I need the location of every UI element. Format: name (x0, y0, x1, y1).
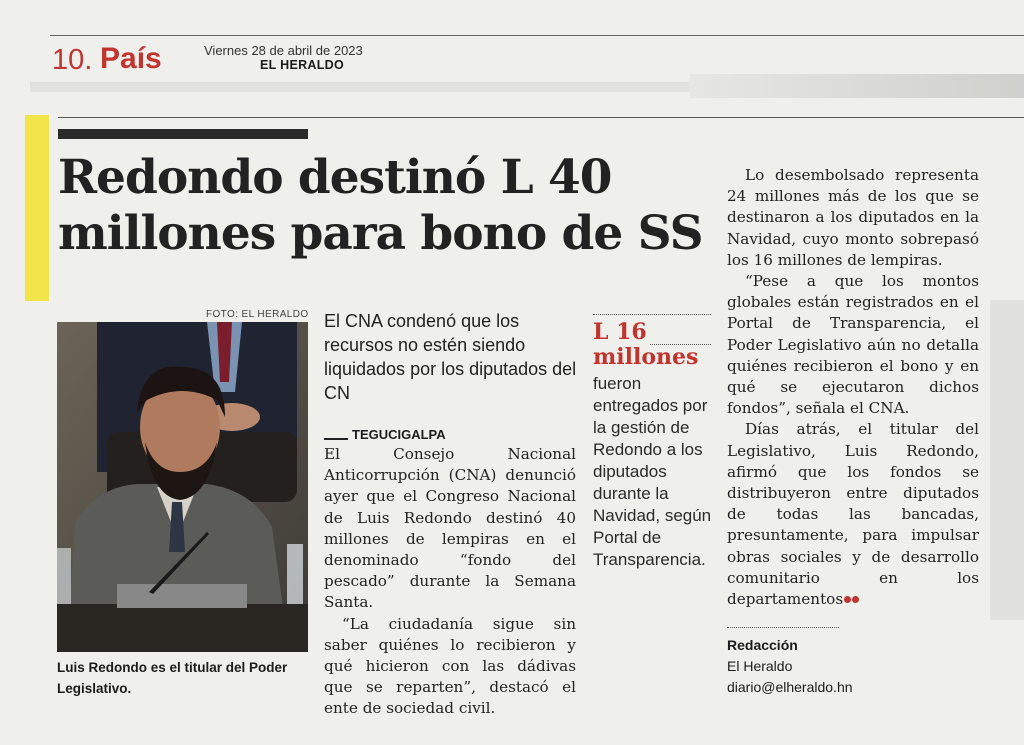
dateline: TEGUCIGALPA (352, 427, 446, 442)
byline-label: Redacción (727, 637, 798, 653)
end-mark-icon (852, 596, 859, 603)
body-paragraph: El Consejo Nacional Anticorrupción (CNA) denunció ayer que el Congreso Nacional de Luis Redondo destinó 40 millones de lempiras en el denominado “fondo del pescado” durante la Semana Santa. (324, 445, 576, 612)
photo-illustration (57, 322, 308, 652)
dateline-rule (324, 438, 348, 440)
body-column-2 (727, 165, 979, 610)
body-paragraph: Lo desembolsado representa 24 millones más de los que se destinaron a los diputados en la Navidad, cuyo monto sobrepasó los 16 millones de lempiras. (727, 166, 979, 269)
body-paragraph: “La ciudadanía sigue sin saber quiénes lo recibieron y qué hicieron con las dádivas que se reparten”, destacó el ente de sociedad civil. (324, 614, 576, 718)
pull-quote-text: fueron entregados por la gestión de Redondo a los diputados durante la Navidad, según Portal de Transparencia. (593, 374, 712, 569)
pull-quote-figure-line2: millones (593, 344, 699, 370)
body-paragraph-text: Días atrás, el titular del Legislativo, Luis Redondo, afirmó que los fondos se distribuyeron entre diputados de todas las bancadas, presuntamente, para impulsar obras sociales y de desarrollo comunitario en los departamentos (727, 420, 979, 609)
bleed-through-strip (990, 300, 1024, 620)
kicker-bar (58, 129, 308, 139)
article-top-rule (58, 117, 1024, 118)
pull-quote-figure-line1: L 16 (593, 319, 647, 345)
bleed-through-strip (30, 82, 690, 92)
byline-outlet: El Heraldo (727, 658, 793, 674)
pull-quote-rule (650, 344, 711, 345)
byline-email: diario@elheraldo.hn (727, 679, 853, 695)
article-headline: Redondo destinó L 40 millones para bono de SS (58, 150, 703, 261)
body-paragraph-last (727, 419, 979, 610)
bleed-through-text (690, 74, 1024, 98)
body-paragraph: “Pese a que los montos globales están registrados en el Portal de Transparencia, el Poder Legislativo aún no detalla quiénes recibieron el bono y en qué se ejecutaron dichos fondos”, señala el CNA. (727, 272, 979, 418)
photo-caption: Luis Redondo es el titular del Poder Legislativo. (57, 660, 288, 696)
end-mark-icon (844, 596, 851, 603)
header-rule (50, 35, 1024, 36)
pull-quote-figure (593, 320, 698, 370)
pull-quote-rule (593, 314, 711, 315)
article-deck: El CNA condenó que los recursos no estén siendo liquidados por los diputados del CN (324, 311, 577, 403)
issue-date: Viernes 28 de abril de 2023 (204, 43, 363, 58)
byline-rule (727, 627, 839, 628)
article-photo (57, 322, 308, 652)
newspaper-name: EL HERALDO (260, 58, 345, 72)
highlighter-mark (25, 115, 49, 301)
page-number: 10. (52, 44, 93, 76)
body-column-1 (324, 444, 576, 720)
section-title: País (100, 42, 162, 75)
photo-credit: FOTO: EL HERALDO (206, 309, 309, 320)
